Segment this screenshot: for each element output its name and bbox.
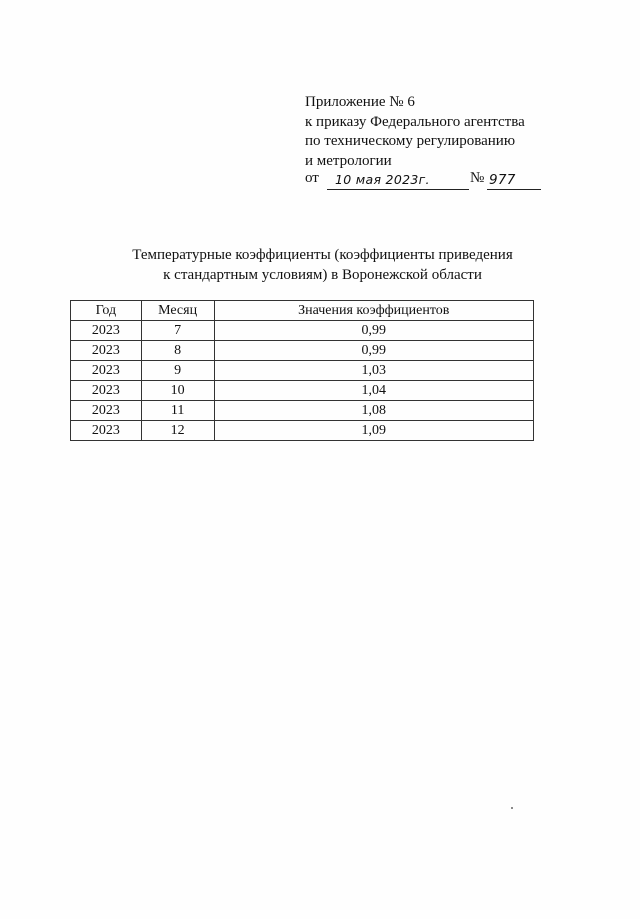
cell-year: 2023 bbox=[71, 341, 142, 361]
cell-month: 8 bbox=[141, 341, 214, 361]
cell-coefficient: 1,04 bbox=[214, 381, 534, 401]
table-row bbox=[71, 361, 534, 381]
appendix-header bbox=[305, 93, 525, 171]
table-row bbox=[71, 321, 534, 341]
order-date-handwritten: 10 мая 2023г. bbox=[335, 172, 430, 187]
cell-year: 2023 bbox=[71, 401, 142, 421]
scan-speck bbox=[511, 807, 513, 809]
title-line: к стандартным условиям) в Воронежской области bbox=[163, 266, 482, 283]
coefficients-table bbox=[70, 300, 534, 441]
column-header-coefficient: Значения коэффициентов bbox=[214, 301, 534, 321]
order-number-label: № bbox=[470, 170, 485, 186]
cell-coefficient: 0,99 bbox=[214, 321, 534, 341]
table-row bbox=[71, 341, 534, 361]
order-number-handwritten: 977 bbox=[489, 172, 516, 188]
appendix-line: Приложение № 6 bbox=[305, 94, 415, 110]
appendix-line: по техническому регулированию bbox=[305, 133, 516, 149]
cell-month: 10 bbox=[141, 381, 214, 401]
document-title bbox=[70, 246, 575, 285]
cell-year: 2023 bbox=[71, 421, 142, 441]
cell-year: 2023 bbox=[71, 361, 142, 381]
column-header-month: Месяц bbox=[141, 301, 214, 321]
table-row bbox=[71, 421, 534, 441]
cell-coefficient: 1,09 bbox=[214, 421, 534, 441]
appendix-line: к приказу Федерального агентства bbox=[305, 113, 525, 130]
table-row bbox=[71, 381, 534, 401]
cell-coefficient: 1,03 bbox=[214, 361, 534, 381]
column-header-year: Год bbox=[71, 301, 142, 321]
cell-year: 2023 bbox=[71, 381, 142, 401]
appendix-line: и метрологии bbox=[305, 152, 392, 169]
cell-month: 12 bbox=[141, 421, 214, 441]
cell-coefficient: 1,08 bbox=[214, 401, 534, 421]
table-row bbox=[71, 401, 534, 421]
order-number-field bbox=[487, 170, 541, 190]
cell-month: 7 bbox=[141, 321, 214, 341]
order-date-label: от bbox=[305, 170, 319, 186]
cell-coefficient: 0,99 bbox=[214, 341, 534, 361]
table-header-row bbox=[71, 301, 534, 321]
cell-month: 11 bbox=[141, 401, 214, 421]
cell-year: 2023 bbox=[71, 321, 142, 341]
order-date-field bbox=[327, 170, 469, 190]
cell-month: 9 bbox=[141, 361, 214, 381]
title-line: Температурные коэффициенты (коэффициенты приведения bbox=[132, 247, 513, 263]
